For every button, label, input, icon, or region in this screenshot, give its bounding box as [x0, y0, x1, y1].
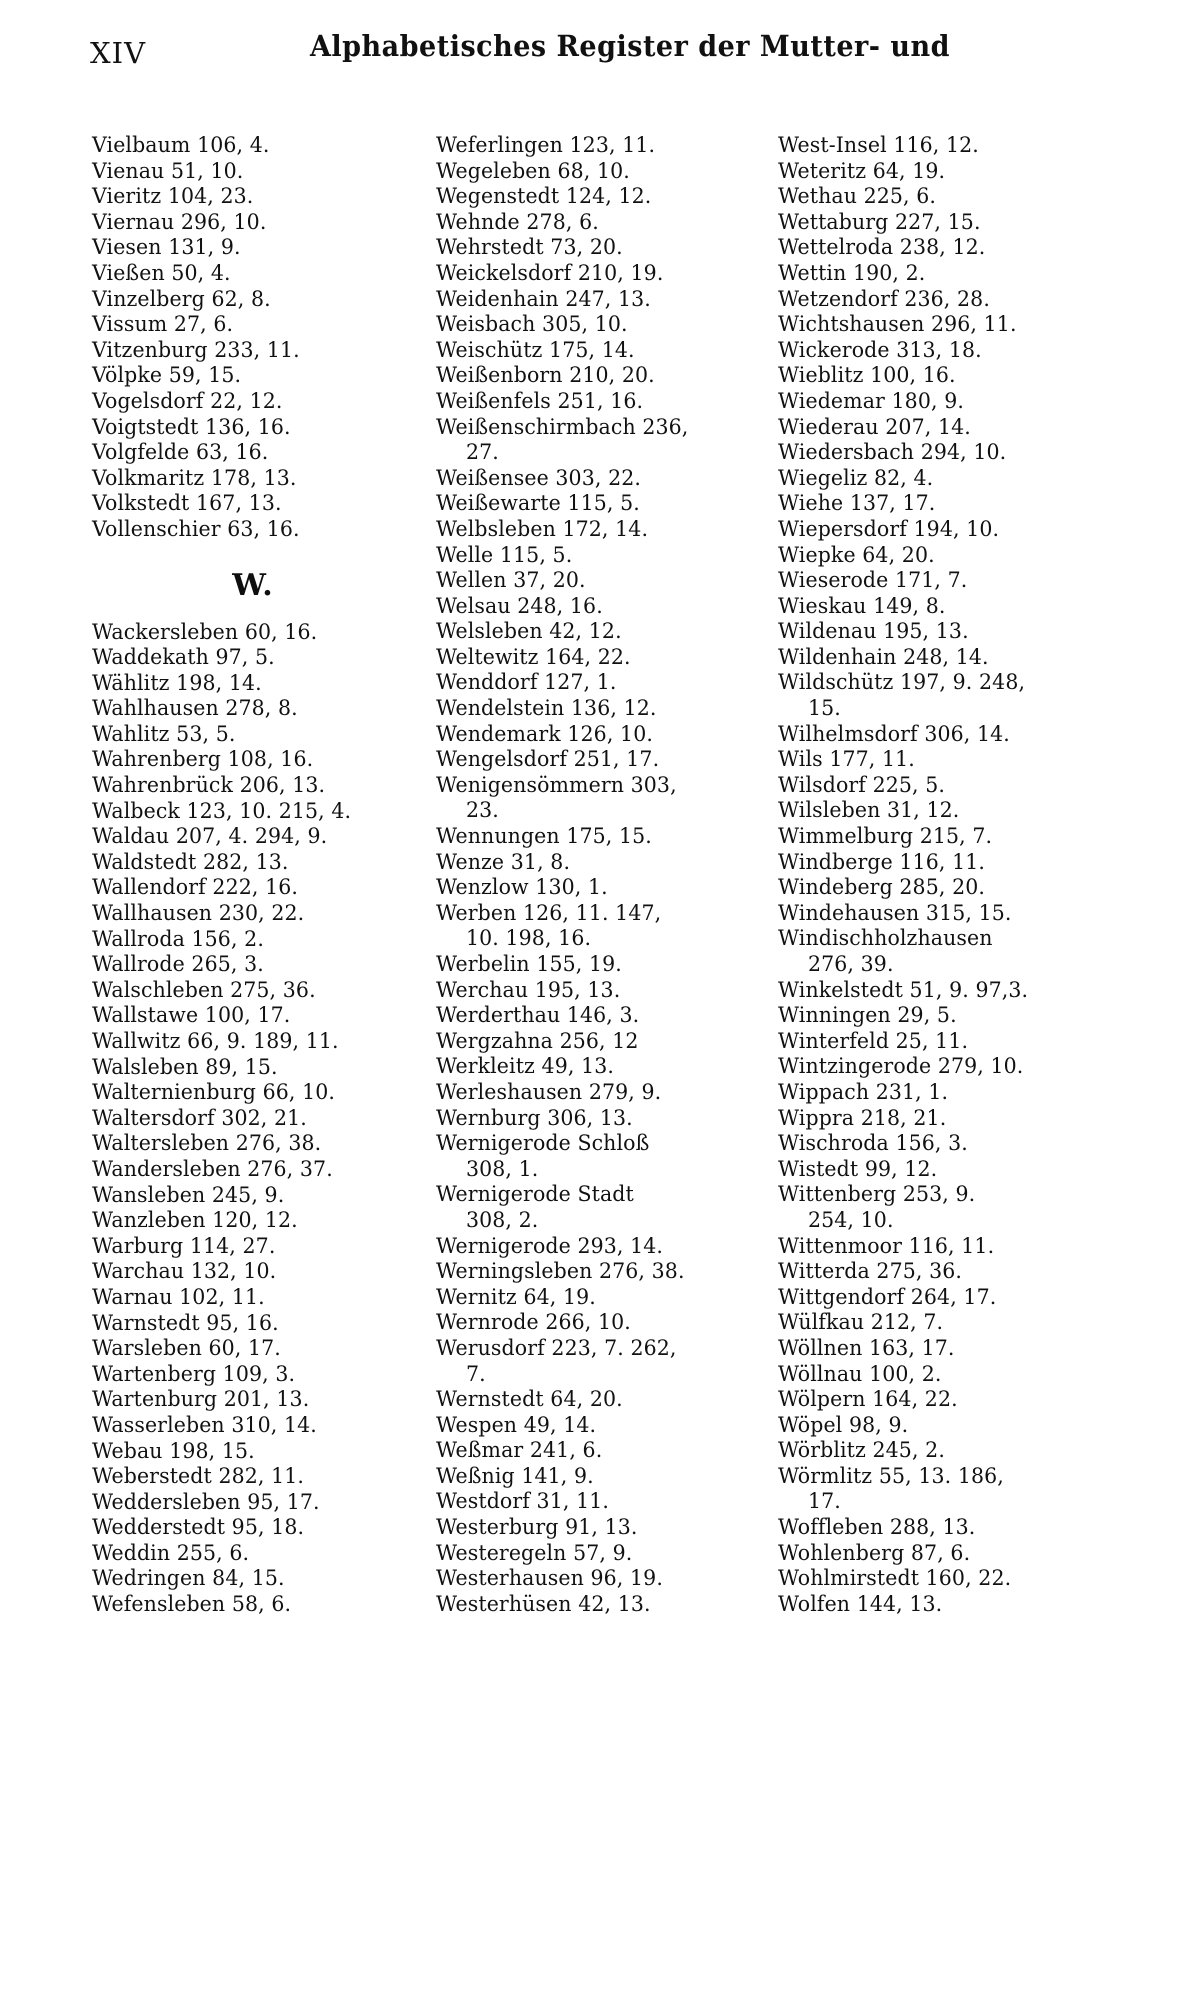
index-entry: Wernigerode 293, 14. [436, 1232, 664, 1258]
index-entry: Windberge 116, 11. [778, 848, 985, 874]
index-entry: Weddersleben 95, 17. [92, 1488, 320, 1514]
index-entry: Wallrode 265, 3. [92, 951, 264, 977]
index-entry: Wippra 218, 21. [778, 1104, 947, 1130]
index-entry: Wengelsdorf 251, 17. [436, 746, 660, 772]
index-entry: Welsau 248, 16. [436, 592, 603, 618]
index-entry: Weisbach 305, 10. [436, 311, 628, 337]
index-entry: Wörmlitz 55, 13. 186, [778, 1462, 1004, 1488]
index-entry: Warsleben 60, 17. [92, 1335, 281, 1361]
index-entry: Wallwitz 66, 9. 189, 11. [92, 1028, 339, 1053]
index-entry: Werchau 195, 13. [436, 976, 621, 1002]
index-entry: Wettelroda 238, 12. [778, 234, 986, 260]
index-entry: Wenzlow 130, 1. [436, 874, 608, 900]
index-entry: Viernau 296, 10. [92, 208, 267, 234]
index-entry: Wallendorf 222, 16. [92, 874, 298, 900]
index-entry: Wernigerode Schloß [436, 1130, 650, 1156]
index-entry: Wernitz 64, 19. [436, 1283, 596, 1309]
index-entry: Winterfeld 25, 11. [778, 1027, 969, 1053]
running-head-title: Alphabetisches Register der Mutter- und [309, 30, 951, 64]
index-entry: Weickelsdorf 210, 19. [436, 259, 664, 285]
index-entry-continuation: 15. [808, 695, 841, 721]
index-entry: Wischroda 156, 3. [778, 1130, 968, 1156]
index-entry: Wilsleben 31, 12. [778, 797, 960, 823]
index-entry: Werkleitz 49, 13. [436, 1053, 614, 1079]
index-entry: Waldstedt 282, 13. [92, 848, 289, 874]
index-entry: Windischholzhausen [778, 925, 993, 951]
index-entry: Wettaburg 227, 15. [778, 208, 981, 234]
index-entry: Vieritz 104, 23. [92, 183, 254, 209]
index-entry: Wieblitz 100, 16. [778, 362, 956, 388]
index-entry: Wistedt 99, 12. [778, 1155, 938, 1181]
index-entry-continuation: 17. [808, 1488, 841, 1514]
index-entry: Volgfelde 63, 16. [92, 439, 269, 465]
index-entry: Walternienburg 66, 10. [92, 1079, 336, 1105]
index-entry: Wiederau 207, 14. [778, 413, 971, 439]
index-entry: Weidenhain 247, 13. [436, 285, 651, 311]
column-2 [436, 132, 756, 1952]
index-entry: Vielbaum 106, 4. [92, 132, 270, 157]
index-entry: Wöllnau 100, 2. [778, 1360, 942, 1386]
index-entry: Weßnig 141, 9. [436, 1462, 594, 1488]
index-entry-continuation: 254, 10. [808, 1206, 894, 1232]
index-entry: Wernstedt 64, 20. [436, 1386, 623, 1412]
index-entry: Wergzahna 256, 12 [436, 1027, 639, 1053]
index-entry: Vießen 50, 4. [92, 259, 231, 285]
index-entry: Westerhüsen 42, 13. [436, 1590, 651, 1616]
index-entry: Wedderstedt 95, 18. [92, 1514, 305, 1540]
index-entry: Wählitz 198, 14. [92, 669, 262, 695]
index-entry: Wieserode 171, 7. [778, 567, 968, 593]
index-entry: Vissum 27, 6. [92, 311, 234, 337]
index-entry: Wartenberg 109, 3. [92, 1360, 296, 1386]
index-entry: Wittenmoor 116, 11. [778, 1232, 995, 1258]
index-entry: Wieskau 149, 8. [778, 592, 946, 618]
index-entry: Warchau 132, 10. [92, 1258, 277, 1284]
index-entry: Weißewarte 115, 5. [436, 490, 640, 516]
index-entry-continuation: 308, 2. [466, 1206, 539, 1232]
index-entry: Westerburg 91, 13. [436, 1514, 638, 1540]
index-entry: Wohlenberg 87, 6. [778, 1539, 971, 1565]
index-entry: Werderthau 146, 3. [436, 1002, 640, 1028]
index-entry: Weißenborn 210, 20. [436, 362, 655, 388]
index-entry: Wenigensömmern 303, [436, 771, 677, 797]
index-entry: Winkelstedt 51, 9. 97,3. [778, 976, 1029, 1002]
index-entry: Wahrenbrück 206, 13. [92, 772, 326, 798]
index-entry: Werleshausen 279, 9. [436, 1078, 662, 1104]
index-entry: Weferlingen 123, 11. [436, 132, 656, 157]
index-entry: Wethau 225, 6. [778, 183, 937, 209]
index-entry: Werben 126, 11. 147, [436, 899, 662, 925]
index-entry: Wallstawe 100, 17. [92, 1002, 291, 1028]
index-entry: Wendelstein 136, 12. [436, 695, 657, 721]
index-entry: Weißenfels 251, 16. [436, 387, 644, 413]
index-entry: Wölpern 164, 22. [778, 1386, 958, 1412]
index-entry: Wohlmirstedt 160, 22. [778, 1565, 1012, 1591]
index-entry: Wintzingerode 279, 10. [778, 1053, 1024, 1079]
index-entry: Wernrode 266, 10. [436, 1309, 631, 1335]
index-entry: Wahrenberg 108, 16. [92, 746, 314, 772]
index-entry: Voigtstedt 136, 16. [92, 413, 291, 439]
index-entry: Wernigerode Stadt [436, 1181, 634, 1207]
index-entry: Viesen 131, 9. [92, 234, 241, 260]
index-entry: Waltersleben 276, 38. [92, 1130, 322, 1156]
index-entry: Weltewitz 164, 22. [436, 643, 631, 669]
index-entry: Welle 115, 5. [436, 541, 573, 567]
index-entry: Wildenhain 248, 14. [778, 643, 989, 669]
index-entry: Wickerode 313, 18. [778, 336, 982, 362]
index-entry: Wiegeliz 82, 4. [778, 464, 934, 490]
index-entry: Wegenstedt 124, 12. [436, 183, 652, 209]
index-entry: Werbelin 155, 19. [436, 951, 622, 976]
index-entry: Wahlitz 53, 5. [92, 720, 236, 746]
index-entry: Wildschütz 197, 9. 248, [778, 669, 1026, 695]
index-entry: Waldau 207, 4. 294, 9. [92, 823, 328, 849]
index-entry: Warnau 102, 11. [92, 1283, 265, 1309]
index-entry: Wandersleben 276, 37. [92, 1155, 333, 1181]
index-entry: Werningsleben 276, 38. [436, 1258, 685, 1284]
index-entry: Weßmar 241, 6. [436, 1437, 603, 1463]
index-entry: Westerhausen 96, 19. [436, 1565, 663, 1591]
index-entry: Wartenburg 201, 13. [92, 1386, 310, 1412]
index-entry: Wöllnen 163, 17. [778, 1334, 955, 1360]
index-entry: Wimmelburg 215, 7. [778, 823, 993, 848]
index-entry: Vienau 51, 10. [92, 157, 244, 183]
index-entry: Wittgendorf 264, 17. [778, 1283, 997, 1309]
index-entry-continuation: 276, 39. [808, 951, 894, 976]
index-entry: Vollenschier 63, 16. [92, 515, 300, 541]
index-entry: Waltersdorf 302, 21. [92, 1104, 307, 1130]
index-entry: Wiedemar 180, 9. [778, 387, 964, 413]
index-entry: Wallhausen 230, 22. [92, 900, 305, 925]
index-entry: Wellen 37, 20. [436, 567, 586, 593]
index-entry: Wittenberg 253, 9. [778, 1181, 976, 1207]
index-entry: Weteritz 64, 19. [778, 157, 946, 183]
index-entry: Weischütz 175, 14. [436, 336, 635, 362]
index-entry: Wetzendorf 236, 28. [778, 285, 990, 311]
section-letter-heading: W. [232, 567, 274, 603]
index-entry: Vinzelberg 62, 8. [92, 285, 271, 311]
index-entry: Weddin 255, 6. [92, 1539, 250, 1565]
index-entry: Wippach 231, 1. [778, 1078, 949, 1104]
index-entry: Wilhelmsdorf 306, 14. [778, 720, 1010, 746]
index-entry: Wackersleben 60, 16. [92, 618, 318, 644]
index-entry: Wichtshausen 296, 11. [778, 311, 1017, 337]
index-entry: Volkmaritz 178, 13. [92, 464, 297, 490]
index-entry-continuation: 27. [466, 439, 499, 465]
index-entry: Webau 198, 15. [92, 1437, 255, 1463]
index-entry: Windeberg 285, 20. [778, 874, 985, 900]
page-folio: XIV [90, 36, 147, 70]
index-entry: Vitzenburg 233, 11. [92, 336, 300, 362]
index-entry: Wanzleben 120, 12. [92, 1207, 298, 1233]
index-entry: Wendemark 126, 10. [436, 720, 653, 746]
column-3 [778, 132, 1098, 1952]
index-entry: Wennungen 175, 15. [436, 823, 652, 848]
column-1 [92, 132, 414, 1952]
index-entry: Wansleben 245, 9. [92, 1181, 285, 1207]
index-entry: Wiepke 64, 20. [778, 541, 935, 567]
index-entry: Walschleben 275, 36. [92, 976, 316, 1002]
index-entry: Vogelsdorf 22, 12. [92, 387, 283, 413]
index-entry: Wallroda 156, 2. [92, 925, 264, 951]
index-entry: Walbeck 123, 10. 215, 4. [92, 797, 352, 823]
index-entry: Wülfkau 212, 7. [778, 1309, 944, 1335]
index-entry: Wahlhausen 278, 8. [92, 695, 298, 721]
index-entry: Wils 177, 11. [778, 746, 915, 772]
index-entry: Witterda 275, 36. [778, 1258, 962, 1284]
index-entry: Wegeleben 68, 10. [436, 157, 630, 183]
index-entry: Wenze 31, 8. [436, 848, 571, 874]
index-entry: Waddekath 97, 5. [92, 644, 275, 670]
index-entry: Wenddorf 127, 1. [436, 669, 617, 695]
index-entry-continuation: 10. 198, 16. [466, 925, 592, 951]
index-entry: Wöpel 98, 9. [778, 1411, 909, 1437]
index-entry: Wedringen 84, 15. [92, 1565, 285, 1591]
index-entry: Wasserleben 310, 14. [92, 1411, 317, 1437]
index-entry-continuation: 7. [466, 1360, 486, 1386]
running-head [90, 30, 1100, 74]
index-entry: Wiepersdorf 194, 10. [778, 515, 1000, 541]
index-entry: Warburg 114, 27. [92, 1232, 276, 1258]
index-entry: Walsleben 89, 15. [92, 1053, 278, 1079]
index-entry: Westeregeln 57, 9. [436, 1539, 633, 1565]
index-entry: Warnstedt 95, 16. [92, 1309, 279, 1335]
index-entry: Völpke 59, 15. [92, 362, 242, 388]
index-entry-continuation: 23. [466, 797, 499, 823]
index-entry: Welbsleben 172, 14. [436, 515, 649, 541]
index-entry: Wehnde 278, 6. [436, 208, 599, 234]
index-entry: Wolfen 144, 13. [778, 1590, 943, 1616]
index-entry: Werusdorf 223, 7. 262, [436, 1334, 677, 1360]
index-entry: Wiehe 137, 17. [778, 490, 936, 516]
index-entry: Weißenschirmbach 236, [436, 413, 689, 439]
index-entry: Wilsdorf 225, 5. [778, 771, 946, 797]
index-entry: Weißensee 303, 22. [436, 464, 641, 490]
register-columns [92, 132, 1100, 1952]
index-entry: Weberstedt 282, 11. [92, 1463, 305, 1489]
index-entry: Windehausen 315, 15. [778, 899, 1012, 925]
index-entry: Wettin 190, 2. [778, 259, 926, 285]
index-entry: Wehrstedt 73, 20. [436, 234, 623, 260]
index-entry: Wernburg 306, 13. [436, 1104, 633, 1130]
index-entry: West-Insel 116, 12. [778, 132, 979, 157]
index-entry: Wörblitz 245, 2. [778, 1437, 945, 1463]
index-entry: Wefensleben 58, 6. [92, 1591, 292, 1617]
index-entry: Woffleben 288, 13. [778, 1514, 976, 1540]
index-entry: Winningen 29, 5. [778, 1002, 957, 1028]
index-entry: Welsleben 42, 12. [436, 618, 622, 644]
index-entry: Wespen 49, 14. [436, 1411, 597, 1437]
index-entry: Wiedersbach 294, 10. [778, 439, 1007, 465]
index-entry-continuation: 308, 1. [466, 1155, 539, 1181]
index-entry: Westdorf 31, 11. [436, 1488, 609, 1514]
index-entry: Volkstedt 167, 13. [92, 490, 282, 516]
index-entry: Wildenau 195, 13. [778, 618, 969, 644]
